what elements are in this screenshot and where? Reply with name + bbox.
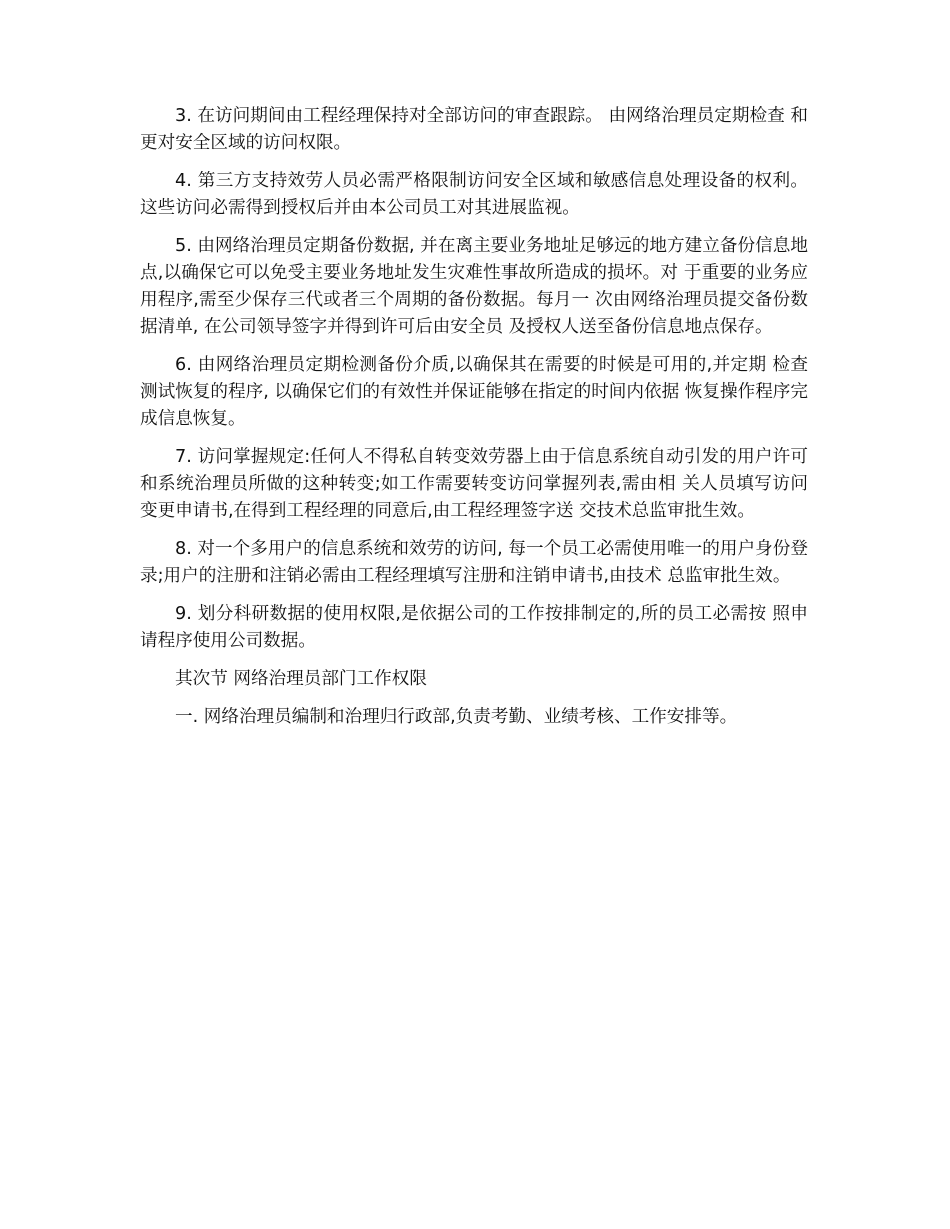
paragraph-item-9: 9. 划分科研数据的使用权限,是依据公司的工作按排制定的,所的员工必需按 照申请程序使用公司数据。 — [140, 604, 808, 651]
paragraph-item-7: 7. 访问掌握规定:任何人不得私自转变效劳器上由于信息系统自动引发的用户许可和系统治理员所做的这种转变;如工作需要转变访问掌握列表,需由相 关人员填写访问变更申请书,在得到工程经理的同意后,由工程经理签字送 交技术总监审批生效。 — [140, 447, 808, 521]
final-paragraph: 一. 网络治理员编制和治理归行政部,负责考勤、业绩考核、工作安排等。 — [175, 707, 738, 727]
paragraph-item-4: 4. 第三方支持效劳人员必需严格限制访问安全区域和敏感信息处理设备的权利。这些访问必需得到授权后并由本公司员工对其进展监视。 — [140, 171, 808, 218]
section-heading: 其次节 网络治理员部门工作权限 — [175, 669, 427, 689]
paragraph-item-5: 5. 由网络治理员定期备份数据, 并在离主要业务地址足够远的地方建立备份信息地点,以确保它可以免受主要业务地址发生灾难性事故所造成的损坏。对 于重要的业务应用程序,需至少保存三代或者三个周期的备份数据。每月一 次由网络治理员提交备份数据清单, 在公司领导签字并得到许可后由安全员 及授权人送至备份信息地点保存。 — [140, 236, 808, 337]
paragraph-item-3: 3. 在访问期间由工程经理保持对全部访问的审查跟踪。 由网络治理员定期检查 和更对安全区域的访问权限。 — [140, 106, 808, 153]
paragraph-item-6: 6. 由网络治理员定期检测备份介质,以确保其在需要的时候是可用的,并定期 检查测试恢复的程序, 以确保它们的有效性并保证能够在指定的时间内依据 恢复操作程序完成信息恢复。 — [140, 355, 808, 429]
paragraph-item-8: 8. 对一个多用户的信息系统和效劳的访问, 每一个员工必需使用唯一的用户身份登录;用户的注册和注销必需由工程经理填写注册和注销申请书,由技术 总监审批生效。 — [140, 539, 808, 586]
document-body — [140, 103, 808, 742]
